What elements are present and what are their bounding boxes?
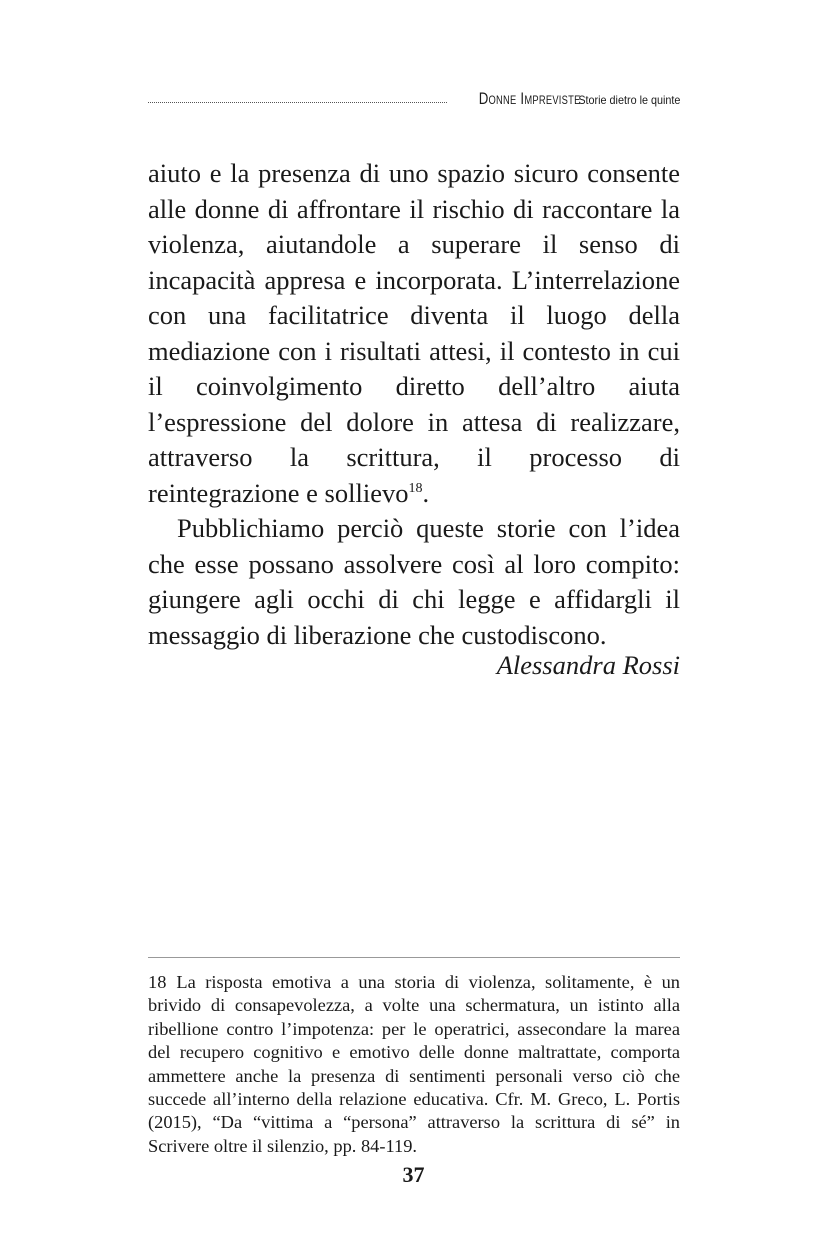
footnote-reference[interactable]: 18	[408, 480, 423, 496]
header-dotted-leader	[148, 102, 447, 103]
author-signature: Alessandra Rossi	[496, 650, 680, 680]
footnote	[148, 971, 680, 1158]
footnote-number: 18	[148, 972, 167, 992]
page-number: 37	[402, 1162, 425, 1187]
main-text	[148, 156, 680, 653]
running-header	[148, 86, 680, 108]
book-subtitle: Storie dietro le quinte	[577, 93, 680, 107]
footnote-text: La risposta emotiva a una storia di violenza, solitamente, è un brivido di consapevolezza, a volte una schermatura, un istinto alla ribellione contro l’impotenza: per le operatrici, assecondare la marea del recupero cognitivo e emotivo delle donne maltrattate, comporta ammettere anche la presenza di sentimenti personali verso ciò che succede all’interno della relazione educativa. Cfr. M. Greco, L. Portis (2015), “Da “vittima a “persona” attraverso la scrittura di sé” in Scrivere oltre il silenzio, pp. 84-119.	[148, 972, 680, 1156]
footnote-divider	[148, 957, 680, 958]
paragraph-2: Pubblichiamo perciò queste storie con l’idea che esse possano assolvere così al loro compito: giungere agli occhi di chi legge e affidargli il messaggio di liberazione che custodiscono.	[148, 513, 680, 650]
book-title: Donne Impreviste	[478, 89, 581, 108]
paragraph-1: aiuto e la presenza di uno spazio sicuro consente alle donne di affrontare il rischio di raccontare la violenza, aiutandole a superare il senso di incapacità appresa e incorporata. L’interrelazione con una facilitatrice diventa il luogo della mediazione con i risultati attesi, il contesto in cui il coinvolgimento diretto dell’altro aiuta l’espressione del dolore in attesa di realizzare, attraverso la scrittura, il processo di reintegrazione e sollievo$^{18}$.	[148, 158, 680, 508]
